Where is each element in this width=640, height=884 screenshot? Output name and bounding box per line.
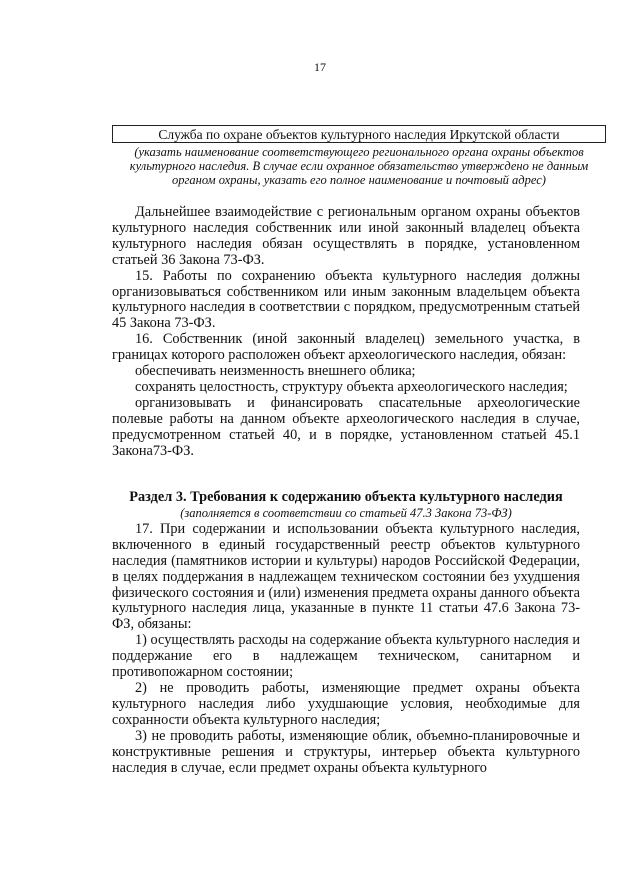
paragraph-17: 17. При содержании и использовании объекта культурного наследия, включенного в единый государственный реестр объектов культурного наследия (памятников истории и культуры) народов Российской Федерации, в целях поддержания в надлежащем техническом состоянии без ухудшения физического состояния и (или) изменения предмета охраны данного объекта культурного наследия лица, указанные в пункте 11 статьи 47.6 Закона 73-ФЗ, обязаны: [112,520,580,633]
paragraph-17-item-1: 1) осуществлять расходы на содержание объекта культурного наследия и поддержание его в надлежащем техническом, санитарном и противопожарном состоянии; [112,632,580,681]
paragraph-16-item-rescue-works: организовывать и финансировать спасательные археологические полевые работы на данном объекте археологического наследия в случае, предусмотренном статьей 40, и в порядке, установленном статьей 45.1 Закона73-ФЗ. [112,394,580,459]
paragraph-16-item-integrity: сохранять целостность, структуру объекта археологического наследия; [135,378,568,395]
obligations-block [112,205,580,460]
section-3-title: Раздел 3. Требования к содержанию объекта культурного наследия [129,489,563,505]
authority-name-box: Служба по охране объектов культурного наследия Иркутской области [112,125,606,143]
paragraph-16: 16. Собственник (иной законный владелец) земельного участка, в границах которого расположен объект археологического наследия, обязан: [112,331,580,364]
paragraph-17-item-3: 3) не проводить работы, изменяющие облик, объемно-планировочные и конструктивные решения и структуры, интерьер объекта культурного наследия в случае, если предмет охраны объекта культурного [112,727,580,776]
section-3 [112,490,580,776]
section-3-note: (заполняется в соответствии со статьей 47.3 Закона 73-ФЗ) [180,505,512,520]
paragraph-17-item-2: 2) не проводить работы, изменяющие предмет охраны объекта культурного наследия либо ухудшающие условия, необходимые для сохранности объекта культурного наследия; [112,679,580,728]
paragraph-interaction: Дальнейшее взаимодействие с региональным органом охраны объектов культурного наследия собственник или иной законный владелец объекта культурного наследия обязан осуществлять в порядке, установленном статьей 36 Закона 73-ФЗ. [112,204,580,268]
paragraph-16-item-appearance: обеспечивать неизменность внешнего облика; [135,363,416,380]
page-number: 17 [314,60,326,74]
authority-block [112,125,606,187]
authority-note: (указать наименование соответствующего регионального органа охраны объектов культурного наследия. В случае если охранное обязательство утверждено не данным органом охраны, указать его полное наименование и почтовый адрес) [129,145,589,187]
paragraph-15: 15. Работы по сохранению объекта культурного наследия должны организовываться собственником или иным законным владельцем объекта культурного наследия в соответствии с порядком, предусмотренным статьей 45 Закона 73-ФЗ. [112,267,580,332]
